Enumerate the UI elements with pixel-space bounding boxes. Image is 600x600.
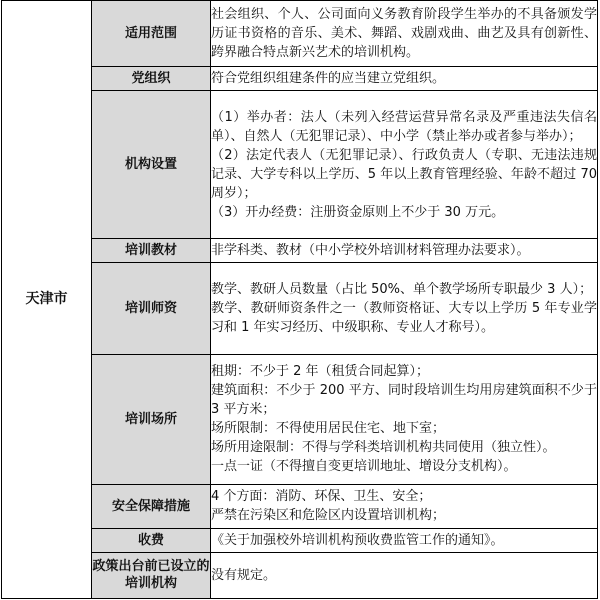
content-line: 租期：不少于 2 年（租赁合同起算）；	[211, 364, 430, 380]
row-label-teaching-materials: 培训教材	[92, 239, 211, 263]
region-cell: 天津市	[2, 1, 92, 599]
content-line: 符合党组织组建条件的应当建立党组织。	[211, 71, 446, 87]
content-line: （3）开办经费：注册资金原则上不少于 30 万元。	[211, 204, 505, 220]
row-content-existing-institutions	[211, 552, 598, 598]
content-line: 4 个方面：消防、环保、卫生、安全；	[211, 489, 432, 505]
content-line: 场所限制：不得使用居民住宅、地下室；	[211, 421, 446, 437]
table-row	[2, 239, 598, 263]
content-line: （2）法定代表人（无犯罪记录）、行政负责人（专职、无违法违规记录、大学专科以上学历、5 年以上教育管理经验、年龄不超过 70 周岁）；	[211, 147, 597, 201]
row-label-safety-measures: 安全保障措施	[92, 484, 211, 528]
row-content-party-organization	[211, 67, 598, 91]
content-line: 严禁在污染区和危险区内设置培训机构；	[211, 508, 446, 524]
row-content-teaching-materials	[211, 239, 598, 263]
table-row	[2, 528, 598, 552]
table-row	[2, 263, 598, 354]
row-content-fees	[211, 528, 598, 552]
row-content-safety-measures	[211, 484, 598, 528]
content-line: 一点一证（不得擅自变更培训地址、增设分支机构）。	[211, 459, 517, 475]
row-label-party-organization: 党组织	[92, 67, 211, 91]
content-line: 教学、教研师资条件之一（教师资格证、大专以上学历 5 年专业学习和 1 年实习经历、中级职称、专业人才称号）。	[211, 300, 597, 335]
table-row	[2, 354, 598, 484]
row-label-fees: 收费	[92, 528, 211, 552]
row-label-institution-setup: 机构设置	[92, 91, 211, 239]
table-row	[2, 1, 598, 67]
content-line: 社会组织、个人、公司面向义务教育阶段学生举办的不具备颁发学历证书资格的音乐、美术、舞蹈、戏剧戏曲、曲艺及具有创新性、跨界融合特点新兴艺术的培训机构。	[211, 7, 597, 61]
content-line: 教学、教研人员数量（占比 50%、单个教学场所专职最少 3 人）；	[211, 281, 593, 297]
row-label-existing-institutions: 政策出台前已设立的培训机构	[92, 552, 211, 598]
table-row	[2, 484, 598, 528]
table-row	[2, 67, 598, 91]
row-label-training-premises: 培训场所	[92, 354, 211, 484]
table-row	[2, 552, 598, 598]
row-content-training-premises	[211, 354, 598, 484]
content-line: 场所用途限制：不得与学科类培训机构共同使用（独立性）。	[211, 440, 556, 456]
content-line: 建筑面积：不少于 200 平方、同时段培训生均用房建筑面积不少于 3 平方米；	[211, 383, 597, 418]
content-line: 《关于加强校外培训机构预收费监管工作的通知》。	[211, 532, 504, 548]
row-label-teaching-staff: 培训师资	[92, 263, 211, 354]
row-content-scope	[211, 1, 598, 67]
row-content-teaching-staff	[211, 263, 598, 354]
content-line: 没有规定。	[211, 567, 277, 583]
policy-table	[1, 0, 598, 599]
content-line: 非学科类、教材（中小学校外培训材料管理办法要求）。	[211, 243, 530, 259]
content-line: （1）举办者：法人（未列入经营运营异常名录及严重违法失信名单）、自然人（无犯罪记录）、中小学（禁止举办或者参与举办）；	[211, 109, 597, 144]
row-label-scope: 适用范围	[92, 1, 211, 67]
row-content-institution-setup	[211, 91, 598, 239]
table-row	[2, 91, 598, 239]
